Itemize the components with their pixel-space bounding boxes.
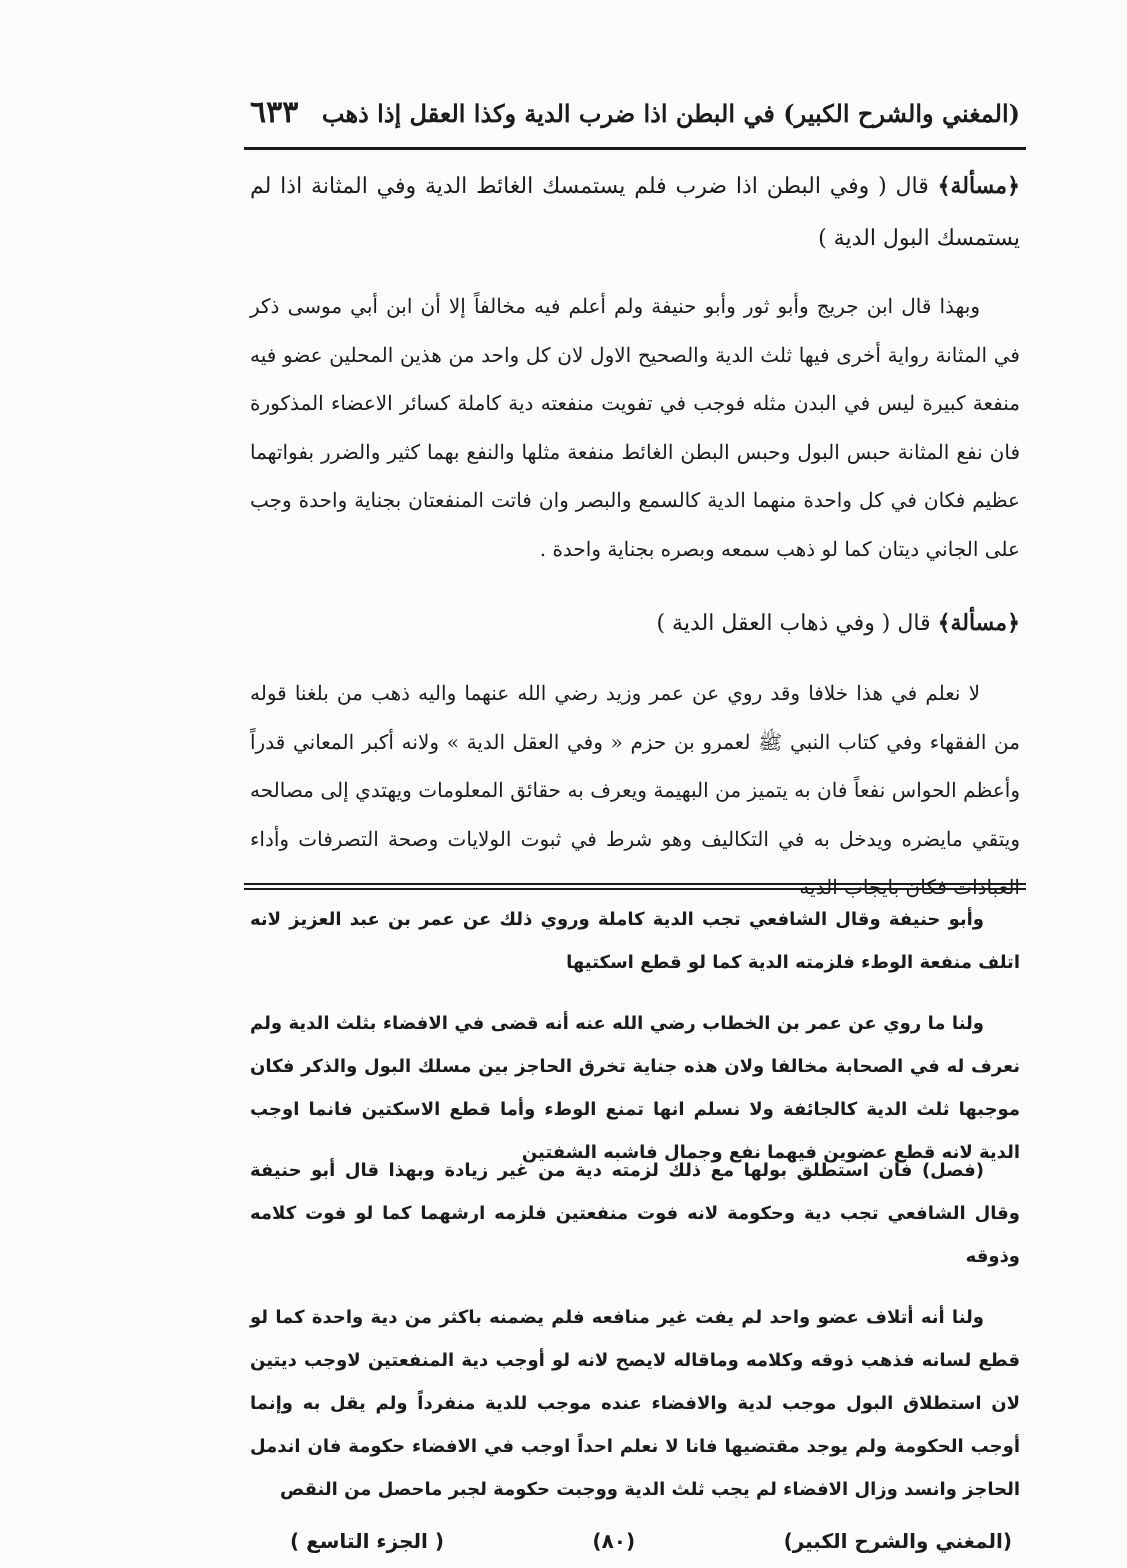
footer-sheet-number: (٨٠) [592, 1529, 636, 1553]
commentary-paragraph: (فصل) فان استطلق بولها مع ذلك لزمته دية من غير زيادة وبهذا قال أبو حنيفة وقال الشافعي تجب دية وحكومة لانه فوت منفعتين فلزمه ارشهما كما لو فوت كلامه وذوقه [250, 1160, 1020, 1267]
main-paragraph: لا نعلم في هذا خلافا وقد روي عن عمر وزيد رضي الله عنهما واليه ذهب من بلغنا قوله من الفقهاء وفي كتاب النبي ﷺ لعمرو بن حزم « وفي العقل الدية » ولانه أكبر المعاني قدراً وأعظم الحواس نفعاً فان به يتميز من البهيمة ويعرف به حقائق المعلومات ويهتدي إلى مصالحه ويتقي مايضره ويدخل به في التكاليف وهو شرط في ثبوت الولايات وصحة التصرفات وأداء العبادات فكان بايجاب الدية [250, 681, 1020, 899]
issue-text: قال ( وفي البطن اذا ضرب فلم يستمسك الغائط الدية وفي المثانة اذا لم يستمسك البول الدية ) [250, 174, 1020, 251]
issue-label: ﴿مسألة﴾ [937, 173, 1020, 199]
issue-label: ﴿مسألة﴾ [937, 610, 1020, 636]
issue-heading-belly-bladder [250, 160, 1020, 264]
footer-volume: ( الجزء التاسع ) [290, 1529, 444, 1553]
book-page [250, 95, 1020, 1553]
header-title: (المغني والشرح الكبير) في البطن اذا ضرب الدية وكذا العقل إذا ذهب [321, 99, 1020, 128]
footer-book-title: (المغني والشرح الكبير) [783, 1529, 1012, 1553]
page-footer [250, 1529, 1020, 1553]
main-paragraph: وبهذا قال ابن جريج وأبو ثور وأبو حنيفة ولم أعلم فيه مخالفاً إلا أن ابن أبي موسى ذكر في المثانة رواية أخرى فيها ثلث الدية والصحيح الاول لان كل واحد من هذين المحلين عضو فيه منفعة كبيرة ليس في البدن مثله فوجب في تفويت منفعته دية كاملة كسائر الاعضاء المذكورة فان نفع المثانة حبس البول وحبس البطن الغائط منفعة مثلها والنفع بهما كثير والضرر بفواتهما عظيم فكان في كل واحدة منهما الدية كالسمع والبصر وان فاتت المنفعتان بجناية واحدة وجب على الجاني ديتان كما لو ذهب سمعه وبصره بجناية واحدة . [250, 294, 1020, 561]
commentary-paragraph: وأبو حنيفة وقال الشافعي تجب الدية كاملة وروي ذلك عن عمر بن عبد العزيز لانه اتلف منفعة الوطء فلزمته الدية كما لو قطع اسكتيها [250, 909, 1020, 973]
issue-heading-intellect [250, 597, 1020, 649]
commentary-paragraph: ولنا ما روي عن عمر بن الخطاب رضي الله عنه أنه قضى في الافضاء بثلث الدية ولم نعرف له في الصحابة مخالفا ولان هذه جناية تخرق الحاجز بين مسلك البول والذكر فكان موجبها ثلث الدية كالجائفة ولا نسلم انها تمنع الوطء وأما قطع الاسكتين فانما اوجب الدية لانه قطع عضوين فيهما نفع وجمال فاشبه الشفتين [250, 1013, 1020, 1163]
running-header [250, 95, 1020, 147]
issue-text: قال ( وفي ذهاب العقل الدية ) [656, 611, 931, 636]
commentary-paragraph: ولنا أنه أتلاف عضو واحد لم يفت غير منافعه فلم يضمنه باكثر من دية واحدة كما لو قطع لسانه فذهب ذوقه وكلامه وماقاله لايصح لانه لو أوجب دية المنفعتين لاوجب ديتين لان استطلاق البول موجب لدية والافضاء عنده موجب للدية منفرداً ولم يقل به وإنما أوجب الحكومة ولم يوجد مقتضيها فانا لا نعلم احداً اوجب في الافضاء حكومة فان اندمل الحاجز وانسد وزال الافضاء لم يجب ثلث الدية ووجبت حكومة لجبر ماحصل من النقص [250, 1307, 1020, 1500]
page-number: ٦٣٣ [250, 95, 299, 130]
header-rule [244, 147, 1026, 150]
